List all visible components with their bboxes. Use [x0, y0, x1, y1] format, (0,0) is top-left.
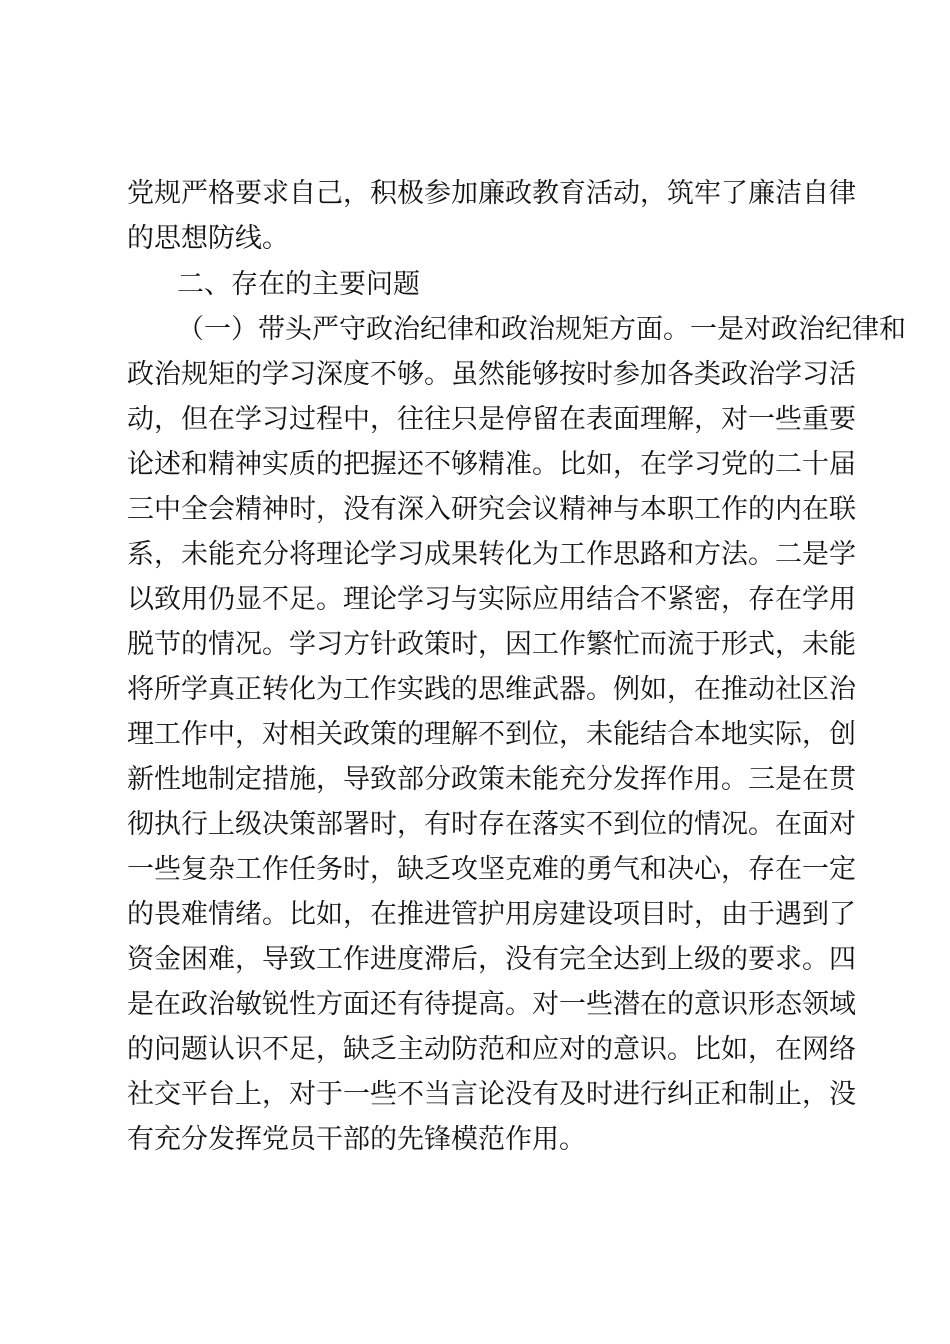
- paragraph-line: 新性地制定措施，导致部分政策未能充分发挥作用。三是在贯: [127, 764, 856, 795]
- section-heading-block: [127, 262, 821, 307]
- paragraph-line: 三中全会精神时，没有深入研究会议精神与本职工作的内在联: [127, 494, 856, 525]
- section-heading: 二、存在的主要问题: [177, 269, 420, 300]
- paragraph-line: （一）带头严守政治纪律和政治规矩方面。一是对政治纪律和: [177, 314, 906, 345]
- paragraph-line: 资金困难，导致工作进度滞后，没有完全达到上级的要求。四: [127, 944, 856, 975]
- paragraph-line: 脱节的情况。学习方针政策时，因工作繁忙而流于形式，未能: [127, 629, 856, 660]
- paragraph-line: 将所学真正转化为工作实践的思维武器。例如，在推动社区治: [127, 674, 856, 705]
- text-line: 党规严格要求自己，积极参加廉政教育活动，筑牢了廉洁自律: [127, 178, 856, 209]
- paragraph-line: 有充分发挥党员干部的先锋模范作用。: [127, 1124, 586, 1155]
- paragraph-line: 以致用仍显不足。理论学习与实际应用结合不紧密，存在学用: [127, 584, 856, 615]
- continuation-text: [127, 171, 856, 261]
- paragraph-line: 一些复杂工作任务时，缺乏攻坚克难的勇气和决心，存在一定: [127, 854, 856, 885]
- paragraph-line: 的问题认识不足，缺乏主动防范和应对的意识。比如，在网络: [127, 1034, 856, 1065]
- paragraph-line: 动，但在学习过程中，往往只是停留在表面理解，对一些重要: [127, 404, 856, 435]
- paragraph-line: 系，未能充分将理论学习成果转化为工作思路和方法。二是学: [127, 539, 856, 570]
- paragraph-line: 的畏难情绪。比如，在推进管护用房建设项目时，由于遇到了: [127, 899, 856, 930]
- paragraph-line: 理工作中，对相关政策的理解不到位，未能结合本地实际，创: [127, 719, 856, 750]
- paragraph-line: 是在政治敏锐性方面还有待提高。对一些潜在的意识形态领域: [127, 989, 856, 1020]
- paragraph-line: 论述和精神实质的把握还不够精准。比如，在学习党的二十届: [127, 449, 856, 480]
- body-paragraph: [127, 307, 906, 1162]
- paragraph-line: 社交平台上，对于一些不当言论没有及时进行纠正和制止，没: [127, 1079, 856, 1110]
- paragraph-line: 彻执行上级决策部署时，有时存在落实不到位的情况。在面对: [127, 809, 856, 840]
- text-line: 的思想防线。: [127, 223, 289, 254]
- paragraph-line: 政治规矩的学习深度不够。虽然能够按时参加各类政治学习活: [127, 359, 856, 390]
